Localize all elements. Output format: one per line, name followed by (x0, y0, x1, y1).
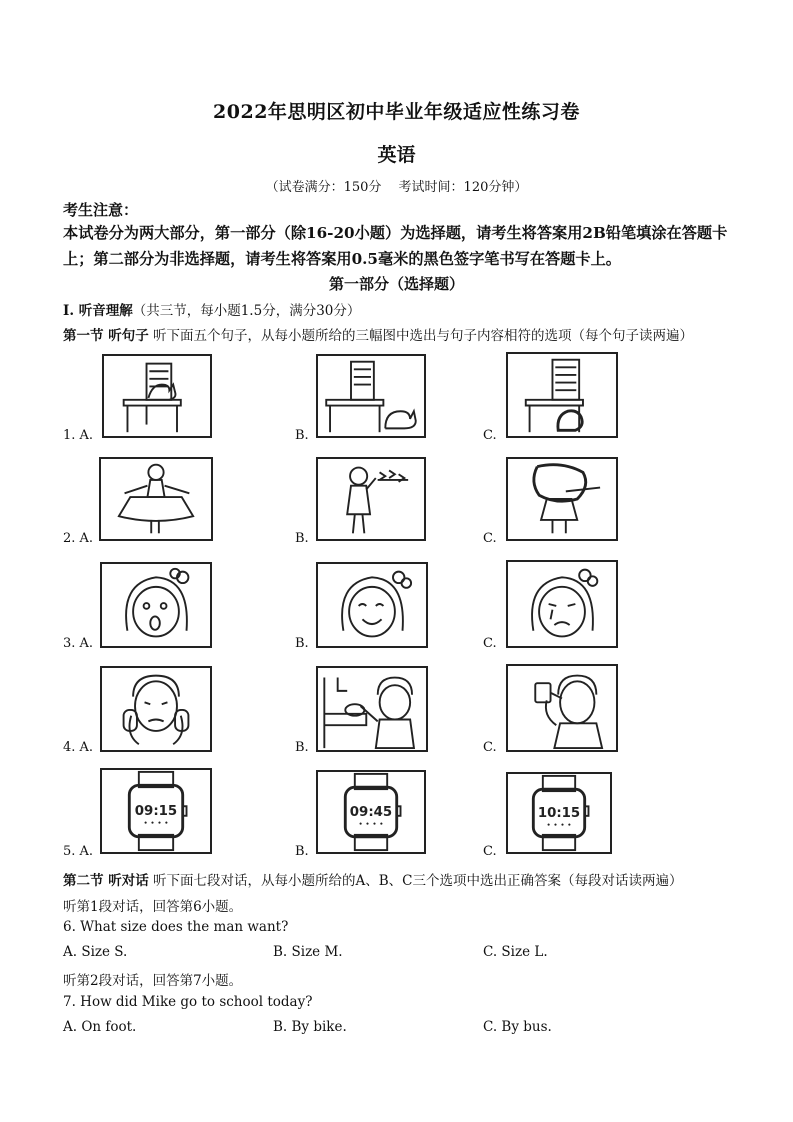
q2-label-a: 2. A. (63, 531, 94, 546)
watch-time-b: 09:45 (349, 804, 393, 820)
q6-option-c[interactable]: C. Size L. (483, 944, 548, 960)
q5-label-c: C. (483, 844, 497, 859)
notice-text: 本试卷分为两大部分，第一部分（除16-20小题）为选择题，请考生将答案用2B铅笔填涂在答题卡上；第二部分为非选择题，请考生将答案用0.5毫米的黑色签字笔书写在答题卡上。 (63, 224, 728, 268)
q3-label-c: C. (483, 636, 497, 651)
subject-title: 英语 (377, 144, 416, 166)
q2-option-b-picture[interactable] (316, 457, 426, 541)
page-title: 2022年思明区初中毕业年级适应性练习卷 (213, 101, 580, 123)
q4-label-b: B. (295, 740, 309, 755)
dialogue2-intro: 听第2段对话，回答第7小题。 (63, 973, 243, 989)
q3-label-a: 3. A. (63, 636, 94, 651)
q6-option-b[interactable]: B. Size M. (273, 944, 343, 960)
q3-label-b: B. (295, 636, 309, 651)
q7-question: 7. How did Mike go to school today? (63, 994, 313, 1010)
notice-label: 考生注意： (63, 201, 139, 219)
q4-label-a: 4. A. (63, 740, 94, 755)
q2-label-c: C. (483, 531, 497, 546)
q5-option-a-picture[interactable] (100, 768, 212, 854)
q3-option-a-picture[interactable] (100, 562, 212, 648)
dialogue1-intro: 听第1段对话，回答第6小题。 (63, 899, 243, 915)
section-I-heading (63, 299, 360, 319)
q4-label-c: C. (483, 740, 497, 755)
q1-option-b-picture[interactable] (316, 354, 426, 438)
q5-label-b: B. (295, 844, 309, 859)
svg-text:• • • •: • • • • (143, 818, 169, 828)
q6-question: 6. What size does the man want? (63, 919, 289, 935)
section2-heading (63, 869, 683, 889)
q1-label-c: C. (483, 428, 497, 443)
section-I-title: I. 听音理解 (63, 303, 133, 319)
q4-option-c-picture[interactable] (506, 664, 618, 752)
q4-option-a-picture[interactable] (100, 666, 212, 752)
part1-heading: 第一部分（选择题） (328, 275, 464, 293)
section1-title: 第一节 听句子 (63, 328, 149, 344)
q5-label-a: 5. A. (63, 844, 94, 859)
q5-option-b-picture[interactable] (316, 770, 426, 854)
q5-option-c-picture[interactable] (506, 772, 612, 854)
q2-option-c-picture[interactable] (506, 457, 618, 541)
q1-label-b: B. (295, 428, 309, 443)
exam-info: （试卷满分：150分 考试时间：120分钟） (265, 180, 528, 195)
watch-time-c: 10:15 (537, 805, 581, 821)
q2-label-b: B. (295, 531, 309, 546)
section1-instruction: 听下面五个句子，从每小题所给的三幅图中选出与句子内容相符的选项（每个句子读两遍） (153, 328, 693, 344)
svg-text:• • • •: • • • • (546, 820, 572, 830)
q7-option-b[interactable]: B. By bike. (273, 1019, 347, 1035)
svg-text:• • • •: • • • • (358, 819, 384, 829)
q3-option-b-picture[interactable] (316, 562, 428, 648)
q7-option-a[interactable]: A. On foot. (63, 1019, 137, 1035)
q2-option-a-picture[interactable] (99, 457, 213, 541)
q7-option-c[interactable]: C. By bus. (483, 1019, 552, 1035)
section-I-note: （共三节，每小题1.5分，满分30分） (132, 303, 361, 319)
q6-option-a[interactable]: A. Size S. (63, 944, 128, 960)
q1-option-c-picture[interactable] (506, 352, 618, 438)
section2-title: 第二节 听对话 (63, 873, 149, 889)
q1-label-a: 1. A. (63, 428, 94, 443)
q3-option-c-picture[interactable] (506, 560, 618, 648)
q4-option-b-picture[interactable] (316, 666, 428, 752)
watch-time-a: 09:15 (134, 803, 178, 819)
section1-heading (63, 324, 693, 344)
q1-option-a-picture[interactable] (102, 354, 212, 438)
section2-instruction: 听下面七段对话，从每小题所给的A、B、C三个选项中选出正确答案（每段对话读两遍） (153, 873, 683, 889)
